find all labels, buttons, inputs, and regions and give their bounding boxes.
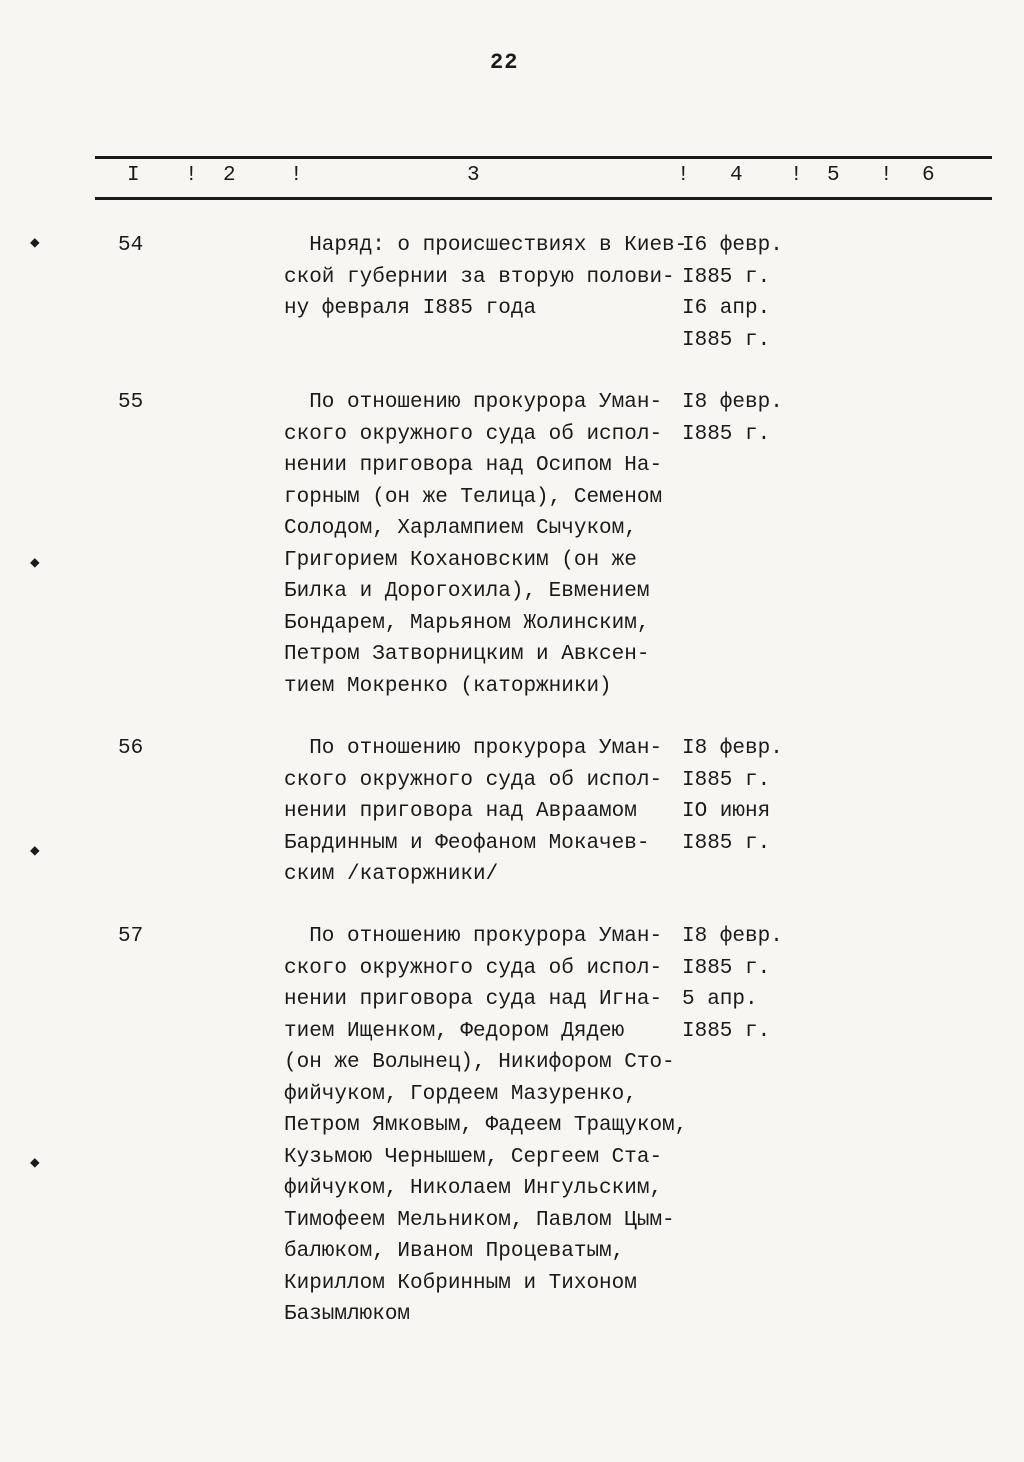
description-line: ского окружного суда об испол- <box>284 422 663 446</box>
entry-number: 54 <box>118 234 144 257</box>
date-line: I885 г. <box>682 265 771 289</box>
description-line: Петром Затворницким и Авксен- <box>284 643 650 666</box>
description-line: (он же Волынец), Никифором Сто- <box>284 1051 675 1074</box>
header-col-4: 4 <box>730 164 743 187</box>
description-line: нении приговора над Авраамом <box>284 800 637 823</box>
description-line: нении приговора над Осипом На- <box>284 454 663 477</box>
description-line: Базымлюком <box>284 1303 411 1326</box>
binder-hole-mark: ◆ <box>30 554 40 572</box>
date-line: I885 г. <box>682 956 771 980</box>
table-header <box>95 164 992 194</box>
description-line: По отношению прокурора Уман- <box>284 737 663 760</box>
entry-number: 57 <box>118 925 144 948</box>
description-line: По отношению прокурора Уман- <box>284 925 663 948</box>
description-line: ского окружного суда об испол- <box>284 956 663 980</box>
date-line: I6 апр. <box>682 297 771 320</box>
binder-hole-mark: ◆ <box>30 1154 40 1172</box>
description-line: По отношению прокурора Уман- <box>284 391 663 414</box>
entry-dates <box>682 230 802 356</box>
description-line: ну февраля I885 года <box>284 297 537 320</box>
header-col-5: 5 <box>827 164 840 187</box>
date-line: I885 г. <box>682 328 771 352</box>
date-line: I6 февр. <box>682 234 783 257</box>
date-line: I8 февр. <box>682 925 783 948</box>
header-sep-5: ! <box>880 164 893 187</box>
header-col-6: 6 <box>922 164 935 187</box>
description-line: фийчуком, Николаем Ингульским, <box>284 1177 663 1200</box>
description-line: Петром Ямковым, Фадеем Тращуком, <box>284 1114 688 1137</box>
description-line: Билка и Дорогохила), Евмением <box>284 580 650 603</box>
date-line: I885 г. <box>682 768 771 792</box>
date-line: I8 февр. <box>682 391 783 414</box>
description-line: Бондарем, Марьяном Жолинским, <box>284 611 650 635</box>
description-line: ским /каторжники/ <box>284 863 499 886</box>
header-col-1: I <box>127 164 140 187</box>
date-line: I8 февр. <box>682 737 783 760</box>
header-col-2: 2 <box>223 164 236 187</box>
header-top-rule <box>95 156 992 159</box>
entry-dates <box>682 387 802 450</box>
description-line: Григорием Кохановским (он же <box>284 548 637 572</box>
entry-description <box>284 921 688 1331</box>
entry-dates <box>682 921 802 1047</box>
entry-number: 56 <box>118 737 144 760</box>
entry-description <box>284 387 684 702</box>
entry-description <box>284 733 684 891</box>
description-line: тием Мокренко (каторжники) <box>284 674 612 698</box>
date-line: I885 г. <box>682 831 771 855</box>
description-line: Бардинным и Феофаном Мокачев- <box>284 831 650 855</box>
entry-number: 55 <box>118 391 144 414</box>
description-line: Солодом, Харлампием Сычуком, <box>284 517 637 540</box>
page-number: 22 <box>490 50 519 75</box>
date-line: IO июня <box>682 800 771 823</box>
date-line: I885 г. <box>682 1019 771 1043</box>
description-line: Кузьмою Чернышем, Сергеем Ста- <box>284 1145 663 1169</box>
description-line: нении приговора суда над Игна- <box>284 988 663 1011</box>
date-line: I885 г. <box>682 422 771 446</box>
description-line: ской губернии за вторую полови- <box>284 265 675 289</box>
binder-hole-mark: ◆ <box>30 842 40 860</box>
header-sep-1: ! <box>185 164 198 187</box>
header-sep-2: ! <box>290 164 303 187</box>
entry-dates <box>682 733 802 859</box>
description-line: фийчуком, Гордеем Мазуренко, <box>284 1082 637 1106</box>
header-sep-4: ! <box>790 164 803 187</box>
description-line: балюком, Иваном Процеватым, <box>284 1240 625 1263</box>
description-line: Наряд: о происшествиях в Киев- <box>284 234 688 257</box>
entry-description <box>284 230 688 325</box>
description-line: Кириллом Кобринным и Тихоном <box>284 1271 637 1295</box>
header-col-3: 3 <box>467 164 480 187</box>
description-line: тием Ищенком, Федором Дядею <box>284 1019 625 1043</box>
binder-hole-mark: ◆ <box>30 234 40 252</box>
description-line: Тимофеем Мельником, Павлом Цым- <box>284 1208 675 1232</box>
header-sep-3: ! <box>677 164 690 187</box>
header-bottom-rule <box>95 197 992 200</box>
description-line: ского окружного суда об испол- <box>284 768 663 792</box>
description-line: горным (он же Телица), Семеном <box>284 485 663 509</box>
date-line: 5 апр. <box>682 988 758 1011</box>
